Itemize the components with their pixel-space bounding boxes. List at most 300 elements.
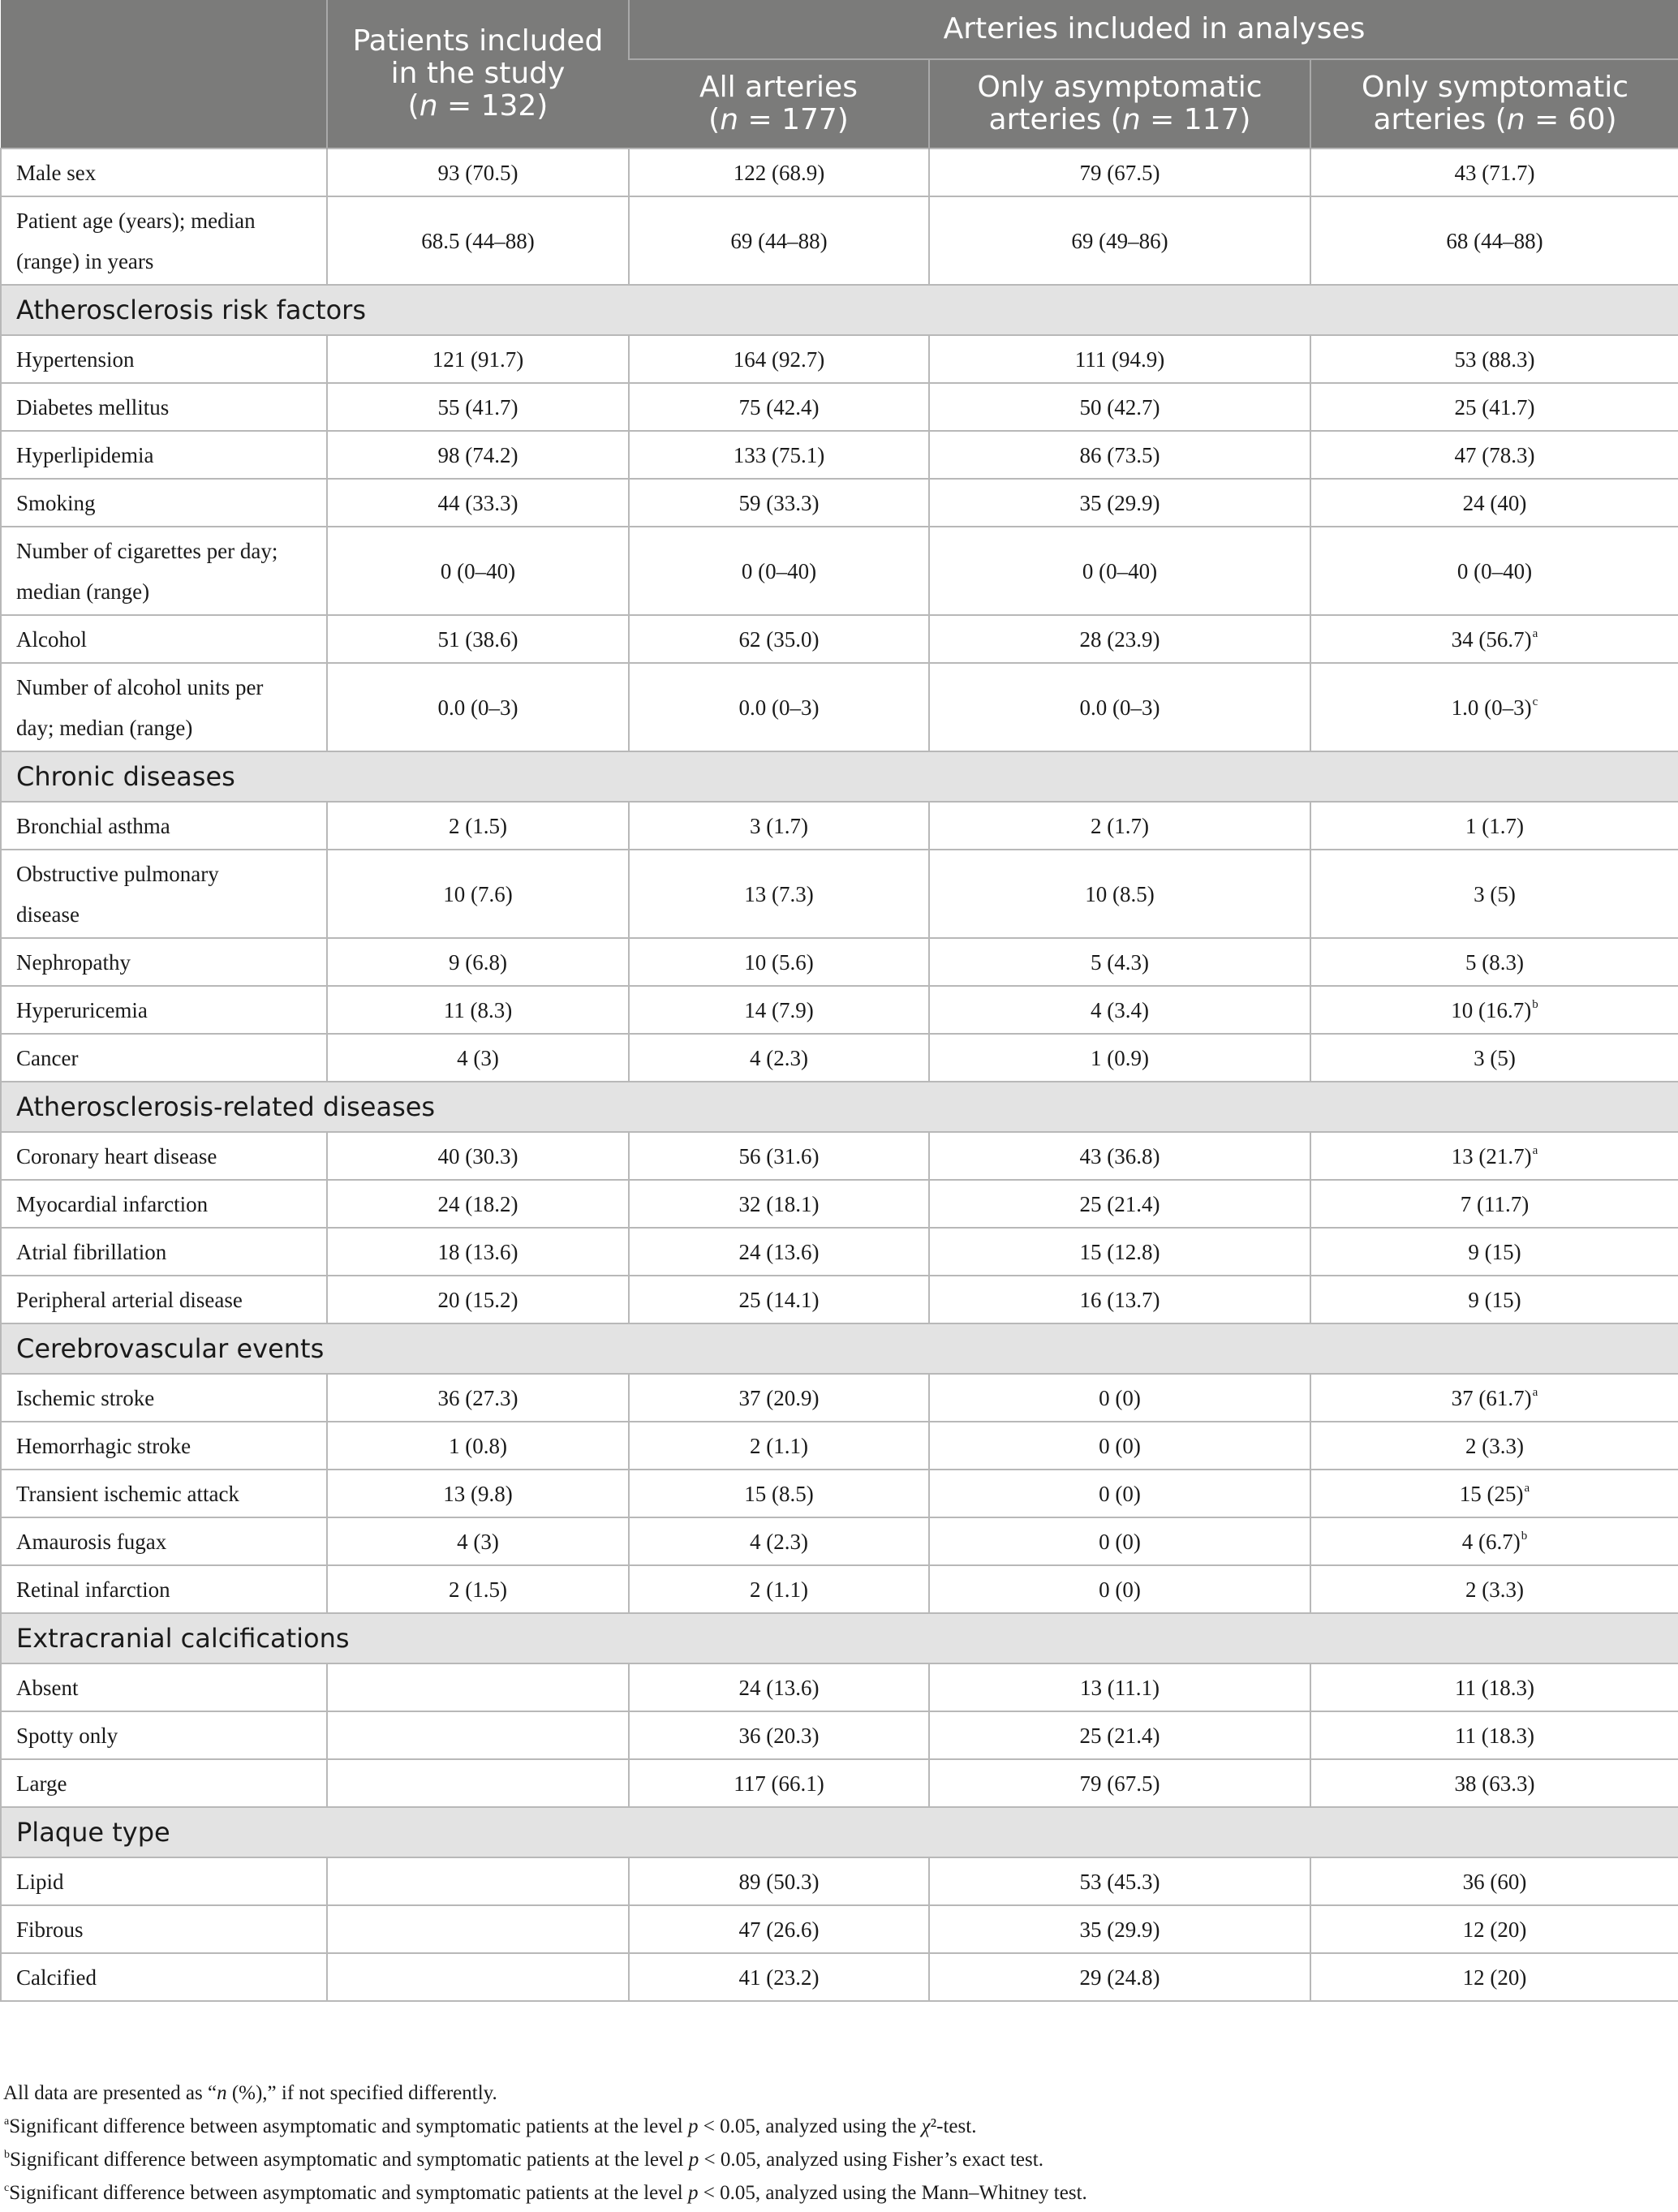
value-cell bbox=[629, 196, 929, 285]
cell-value: 3 (5) bbox=[1474, 881, 1516, 906]
row-label bbox=[1, 1905, 327, 1953]
value-cell bbox=[629, 615, 929, 663]
cell-value: 0.0 (0–3) bbox=[437, 695, 518, 720]
cell-value: 28 (23.9) bbox=[1079, 626, 1160, 652]
row-label bbox=[1, 1034, 327, 1082]
cell-value: 55 (41.7) bbox=[437, 394, 518, 420]
section-header-row bbox=[1, 1323, 1678, 1374]
row-label-line: Transient ischemic attack bbox=[16, 1481, 239, 1506]
value-cell bbox=[629, 1711, 929, 1759]
cell-value: 14 (7.9) bbox=[744, 997, 814, 1022]
table-row bbox=[1, 850, 1678, 938]
row-label bbox=[1, 196, 327, 285]
row-label-line: disease bbox=[16, 902, 80, 927]
cell-value: 0 (0) bbox=[1099, 1385, 1141, 1410]
row-label bbox=[1, 986, 327, 1034]
value-cell bbox=[929, 1422, 1310, 1470]
cell-value: 13 (9.8) bbox=[443, 1481, 513, 1506]
value-cell bbox=[327, 1422, 629, 1470]
value-cell bbox=[929, 1663, 1310, 1711]
cell-value: 34 (56.7) bbox=[1451, 626, 1532, 652]
cell-value: 36 (60) bbox=[1462, 1869, 1527, 1894]
cell-value: 0 (0–40) bbox=[440, 558, 516, 583]
value-cell bbox=[929, 1228, 1310, 1276]
row-label-line: Atrial fibrillation bbox=[16, 1239, 167, 1264]
value-cell bbox=[1310, 1180, 1678, 1228]
row-label bbox=[1, 1374, 327, 1422]
row-label bbox=[1, 148, 327, 196]
value-cell bbox=[327, 1374, 629, 1422]
cell-value: 0 (0–40) bbox=[1082, 558, 1158, 583]
section-header-row bbox=[1, 1082, 1678, 1132]
row-label-line: median (range) bbox=[16, 579, 150, 604]
table-row bbox=[1, 663, 1678, 751]
table-row bbox=[1, 802, 1678, 850]
section-header-row bbox=[1, 1613, 1678, 1663]
row-label bbox=[1, 383, 327, 431]
row-label bbox=[1, 1663, 327, 1711]
cell-value: 12 (20) bbox=[1462, 1917, 1527, 1942]
value-cell bbox=[1310, 1034, 1678, 1082]
value-cell bbox=[327, 938, 629, 986]
row-label-line: Cancer bbox=[16, 1045, 79, 1070]
row-label bbox=[1, 850, 327, 938]
row-label bbox=[1, 1132, 327, 1180]
value-cell bbox=[327, 1905, 629, 1953]
cell-value: 62 (35.0) bbox=[738, 626, 820, 652]
value-cell bbox=[629, 1374, 929, 1422]
footnotes bbox=[3, 2076, 1675, 2210]
header-patients-line3: (n = 132) bbox=[407, 89, 549, 123]
row-label bbox=[1, 1276, 327, 1323]
cell-value: 10 (5.6) bbox=[744, 949, 814, 975]
cell-value: 0.0 (0–3) bbox=[1079, 695, 1160, 720]
cell-value: 50 (42.7) bbox=[1079, 394, 1160, 420]
section-title: Plaque type bbox=[1, 1807, 1678, 1857]
value-cell bbox=[1310, 850, 1678, 938]
value-cell bbox=[1310, 1422, 1678, 1470]
value-cell bbox=[629, 1228, 929, 1276]
cell-value: 3 (1.7) bbox=[750, 813, 808, 838]
value-cell bbox=[929, 1905, 1310, 1953]
row-label-line: Spotty only bbox=[16, 1723, 118, 1748]
row-label bbox=[1, 615, 327, 663]
cell-value: 24 (13.6) bbox=[738, 1239, 820, 1264]
value-cell bbox=[929, 196, 1310, 285]
value-cell bbox=[929, 148, 1310, 196]
table-row bbox=[1, 938, 1678, 986]
cell-value: 4 (3) bbox=[457, 1045, 499, 1070]
value-cell bbox=[327, 1565, 629, 1613]
value-cell bbox=[327, 1132, 629, 1180]
cell-value: 18 (13.6) bbox=[437, 1239, 518, 1264]
value-cell bbox=[929, 431, 1310, 479]
cell-value: 89 (50.3) bbox=[738, 1869, 820, 1894]
header-sym-line1: Only symptomatic bbox=[1361, 71, 1629, 104]
row-label-line: Male sex bbox=[16, 160, 97, 185]
cell-value: 47 (78.3) bbox=[1454, 442, 1535, 467]
cell-value: 86 (73.5) bbox=[1079, 442, 1160, 467]
value-cell bbox=[629, 1180, 929, 1228]
cell-value: 164 (92.7) bbox=[733, 346, 825, 372]
value-cell bbox=[327, 1857, 629, 1905]
value-cell bbox=[327, 1228, 629, 1276]
section-title: Atherosclerosis-related diseases bbox=[1, 1082, 1678, 1132]
table-row bbox=[1, 1857, 1678, 1905]
row-label-line: Retinal infarction bbox=[16, 1577, 170, 1602]
section-title: Atherosclerosis risk factors bbox=[1, 285, 1678, 335]
cell-value: 79 (67.5) bbox=[1079, 1771, 1160, 1796]
value-cell bbox=[1310, 1711, 1678, 1759]
table-row bbox=[1, 615, 1678, 663]
cell-value: 0 (0) bbox=[1099, 1481, 1141, 1506]
cell-value: 3 (5) bbox=[1474, 1045, 1516, 1070]
footnote-marker: c bbox=[1532, 695, 1538, 708]
cell-value: 37 (20.9) bbox=[738, 1385, 820, 1410]
cell-value: 44 (33.3) bbox=[437, 490, 518, 515]
cell-value: 98 (74.2) bbox=[437, 442, 518, 467]
value-cell bbox=[629, 986, 929, 1034]
value-cell bbox=[1310, 802, 1678, 850]
value-cell bbox=[327, 1034, 629, 1082]
row-label bbox=[1, 938, 327, 986]
section-header-row bbox=[1, 751, 1678, 802]
cell-value: 0.0 (0–3) bbox=[738, 695, 820, 720]
cell-value: 2 (1.1) bbox=[750, 1433, 808, 1458]
table-row bbox=[1, 479, 1678, 527]
value-cell bbox=[929, 383, 1310, 431]
value-cell bbox=[629, 1276, 929, 1323]
header-sym-line2: arteries (n = 60) bbox=[1373, 103, 1617, 136]
cell-value: 53 (45.3) bbox=[1079, 1869, 1160, 1894]
cell-value: 9 (6.8) bbox=[449, 949, 507, 975]
value-cell bbox=[327, 850, 629, 938]
table-row bbox=[1, 431, 1678, 479]
row-label-line: Myocardial infarction bbox=[16, 1191, 209, 1216]
row-label-line: Nephropathy bbox=[16, 949, 131, 975]
row-label-line: Alcohol bbox=[16, 626, 87, 652]
value-cell bbox=[929, 1759, 1310, 1807]
cell-value: 11 (18.3) bbox=[1455, 1675, 1534, 1700]
row-label-line: Calcified bbox=[16, 1965, 97, 1990]
table-row bbox=[1, 1663, 1678, 1711]
header-asym-line2: arteries (n = 117) bbox=[988, 103, 1251, 136]
cell-value: 1.0 (0–3) bbox=[1451, 695, 1532, 720]
value-cell bbox=[629, 335, 929, 383]
footnote-a bbox=[3, 2110, 1675, 2143]
value-cell bbox=[1310, 148, 1678, 196]
row-label bbox=[1, 1422, 327, 1470]
header-empty-cell bbox=[1, 0, 327, 148]
value-cell bbox=[929, 1470, 1310, 1517]
cell-value: 1 (0.8) bbox=[449, 1433, 507, 1458]
cell-value: 25 (41.7) bbox=[1454, 394, 1535, 420]
cell-value: 25 (21.4) bbox=[1079, 1723, 1160, 1748]
cell-value: 111 (94.9) bbox=[1074, 346, 1165, 372]
cell-value: 47 (26.6) bbox=[738, 1917, 820, 1942]
row-label-line: (range) in years bbox=[16, 248, 154, 273]
cell-value: 75 (42.4) bbox=[738, 394, 820, 420]
value-cell bbox=[1310, 527, 1678, 615]
footnote-c-mark: c bbox=[4, 2182, 10, 2194]
table-row bbox=[1, 1759, 1678, 1807]
cell-value: 43 (36.8) bbox=[1079, 1143, 1160, 1168]
cell-value: 5 (4.3) bbox=[1091, 949, 1149, 975]
row-label bbox=[1, 1470, 327, 1517]
footnote-marker: a bbox=[1532, 626, 1538, 640]
value-cell bbox=[929, 615, 1310, 663]
value-cell bbox=[629, 431, 929, 479]
row-label-line: Hyperuricemia bbox=[16, 997, 148, 1022]
cell-value: 15 (25) bbox=[1459, 1481, 1524, 1506]
cell-value: 93 (70.5) bbox=[437, 160, 518, 185]
value-cell bbox=[327, 148, 629, 196]
value-cell bbox=[629, 1470, 929, 1517]
value-cell bbox=[1310, 1759, 1678, 1807]
value-cell bbox=[929, 479, 1310, 527]
cell-value: 40 (30.3) bbox=[437, 1143, 518, 1168]
header-patients bbox=[327, 0, 629, 148]
header-symptomatic bbox=[1310, 59, 1678, 148]
cell-value: 68.5 (44–88) bbox=[421, 228, 535, 253]
value-cell bbox=[929, 1374, 1310, 1422]
footnote-marker: b bbox=[1521, 1529, 1528, 1543]
table-row bbox=[1, 383, 1678, 431]
cell-value: 7 (11.7) bbox=[1460, 1191, 1530, 1216]
value-cell bbox=[629, 1759, 929, 1807]
header-all-line2: (n = 177) bbox=[708, 103, 849, 136]
footnote-marker: a bbox=[1532, 1143, 1538, 1157]
row-label bbox=[1, 1565, 327, 1613]
cell-value: 13 (7.3) bbox=[744, 881, 814, 906]
row-label bbox=[1, 663, 327, 751]
table-header bbox=[1, 0, 1678, 148]
row-label-line: Hemorrhagic stroke bbox=[16, 1433, 191, 1458]
cell-value: 2 (3.3) bbox=[1465, 1433, 1524, 1458]
footnote-c-text: Significant difference between asymptomatic and symptomatic patients at the level p < 0.05, analyzed using the Mann–Whitney test. bbox=[9, 2182, 1087, 2204]
row-label-line: Obstructive pulmonary bbox=[16, 861, 219, 886]
cell-value: 24 (13.6) bbox=[738, 1675, 820, 1700]
value-cell bbox=[929, 1711, 1310, 1759]
value-cell bbox=[1310, 431, 1678, 479]
cell-value: 0 (0) bbox=[1099, 1529, 1141, 1554]
row-label-line: Hypertension bbox=[16, 346, 135, 372]
value-cell bbox=[1310, 986, 1678, 1034]
cell-value: 9 (15) bbox=[1468, 1239, 1521, 1264]
footnote-c bbox=[3, 2176, 1675, 2210]
value-cell bbox=[327, 1276, 629, 1323]
value-cell bbox=[1310, 196, 1678, 285]
footnote-a-text: Significant difference between asymptomatic and symptomatic patients at the level p < 0.05, analyzed using the χ²-test. bbox=[9, 2115, 977, 2137]
row-label-line: day; median (range) bbox=[16, 715, 193, 740]
value-cell bbox=[629, 479, 929, 527]
value-cell bbox=[1310, 938, 1678, 986]
row-label bbox=[1, 802, 327, 850]
table-row bbox=[1, 1470, 1678, 1517]
value-cell bbox=[929, 1034, 1310, 1082]
row-label-line: Fibrous bbox=[16, 1917, 84, 1942]
cell-value: 15 (12.8) bbox=[1079, 1239, 1160, 1264]
table-body bbox=[1, 148, 1678, 2001]
value-cell bbox=[629, 1953, 929, 2001]
value-cell bbox=[1310, 1470, 1678, 1517]
row-label bbox=[1, 1953, 327, 2001]
value-cell bbox=[1310, 1857, 1678, 1905]
row-label-line: Lipid bbox=[16, 1869, 64, 1894]
value-cell bbox=[629, 527, 929, 615]
value-cell bbox=[1310, 1276, 1678, 1323]
cell-value: 41 (23.2) bbox=[738, 1965, 820, 1990]
row-label-line: Absent bbox=[16, 1675, 79, 1700]
table-row bbox=[1, 1034, 1678, 1082]
footnote-b bbox=[3, 2143, 1675, 2176]
row-label bbox=[1, 1228, 327, 1276]
table-row bbox=[1, 1905, 1678, 1953]
value-cell bbox=[327, 196, 629, 285]
cell-value: 5 (8.3) bbox=[1465, 949, 1524, 975]
header-patients-line2: in the study bbox=[390, 57, 566, 90]
value-cell bbox=[327, 986, 629, 1034]
cell-value: 12 (20) bbox=[1462, 1965, 1527, 1990]
footnote-general: All data are presented as “n (%),” if not specified differently. bbox=[3, 2082, 497, 2104]
cell-value: 133 (75.1) bbox=[733, 442, 825, 467]
value-cell bbox=[327, 663, 629, 751]
value-cell bbox=[929, 1517, 1310, 1565]
row-label-line: Coronary heart disease bbox=[16, 1143, 217, 1168]
cell-value: 37 (61.7) bbox=[1451, 1385, 1532, 1410]
cell-value: 13 (11.1) bbox=[1080, 1675, 1160, 1700]
cell-value: 25 (14.1) bbox=[738, 1287, 820, 1312]
value-cell bbox=[1310, 335, 1678, 383]
cell-value: 2 (1.5) bbox=[449, 813, 507, 838]
value-cell bbox=[629, 1422, 929, 1470]
cell-value: 69 (44–88) bbox=[730, 228, 828, 253]
header-all-arteries bbox=[629, 59, 929, 148]
row-label bbox=[1, 1711, 327, 1759]
value-cell bbox=[327, 335, 629, 383]
table-row bbox=[1, 1180, 1678, 1228]
cell-value: 1 (0.9) bbox=[1091, 1045, 1149, 1070]
table-row bbox=[1, 335, 1678, 383]
row-label bbox=[1, 335, 327, 383]
value-cell bbox=[327, 802, 629, 850]
cell-value: 9 (15) bbox=[1468, 1287, 1521, 1312]
cell-value: 35 (29.9) bbox=[1079, 1917, 1160, 1942]
header-asymptomatic bbox=[929, 59, 1310, 148]
table-row bbox=[1, 527, 1678, 615]
row-label bbox=[1, 527, 327, 615]
value-cell bbox=[629, 1517, 929, 1565]
footnote-marker: a bbox=[1532, 1385, 1538, 1399]
value-cell bbox=[629, 1565, 929, 1613]
cell-value: 2 (3.3) bbox=[1465, 1577, 1524, 1602]
section-title: Extracranial calcifications bbox=[1, 1613, 1678, 1663]
value-cell bbox=[629, 938, 929, 986]
table-row bbox=[1, 986, 1678, 1034]
header-asym-line1: Only asymptomatic bbox=[977, 71, 1263, 104]
value-cell bbox=[929, 527, 1310, 615]
cell-value: 15 (8.5) bbox=[744, 1481, 814, 1506]
row-label-line: Patient age (years); median bbox=[16, 208, 256, 233]
value-cell bbox=[1310, 1565, 1678, 1613]
cell-value: 0 (0–40) bbox=[741, 558, 817, 583]
cell-value: 4 (3.4) bbox=[1091, 997, 1149, 1022]
row-label-line: Peripheral arterial disease bbox=[16, 1287, 243, 1312]
footnote-marker: a bbox=[1524, 1481, 1530, 1495]
value-cell bbox=[629, 850, 929, 938]
header-arteries-group: Arteries included in analyses bbox=[629, 0, 1678, 59]
cell-value: 53 (88.3) bbox=[1454, 346, 1535, 372]
table-row bbox=[1, 1374, 1678, 1422]
value-cell bbox=[629, 1857, 929, 1905]
table-row bbox=[1, 1276, 1678, 1323]
value-cell bbox=[929, 802, 1310, 850]
row-label bbox=[1, 479, 327, 527]
cell-value: 29 (24.8) bbox=[1079, 1965, 1160, 1990]
value-cell bbox=[929, 986, 1310, 1034]
row-label bbox=[1, 1517, 327, 1565]
cell-value: 4 (2.3) bbox=[750, 1529, 808, 1554]
footnote-a-mark: a bbox=[4, 2115, 10, 2128]
cell-value: 59 (33.3) bbox=[738, 490, 820, 515]
row-label bbox=[1, 431, 327, 479]
table-row bbox=[1, 1517, 1678, 1565]
value-cell bbox=[629, 383, 929, 431]
value-cell bbox=[629, 1132, 929, 1180]
cell-value: 56 (31.6) bbox=[738, 1143, 820, 1168]
row-label-line: Diabetes mellitus bbox=[16, 394, 170, 420]
value-cell bbox=[929, 663, 1310, 751]
cell-value: 10 (7.6) bbox=[443, 881, 513, 906]
value-cell bbox=[327, 479, 629, 527]
value-cell bbox=[629, 148, 929, 196]
cell-value: 11 (18.3) bbox=[1455, 1723, 1534, 1748]
value-cell bbox=[629, 802, 929, 850]
value-cell bbox=[1310, 615, 1678, 663]
cell-value: 36 (27.3) bbox=[437, 1385, 518, 1410]
footnote-b-mark: b bbox=[4, 2149, 10, 2161]
value-cell bbox=[327, 1180, 629, 1228]
cell-value: 4 (2.3) bbox=[750, 1045, 808, 1070]
value-cell bbox=[327, 615, 629, 663]
section-title: Cerebrovascular events bbox=[1, 1323, 1678, 1374]
cell-value: 10 (16.7) bbox=[1451, 997, 1532, 1022]
value-cell bbox=[327, 431, 629, 479]
value-cell bbox=[327, 1711, 629, 1759]
cell-value: 0 (0) bbox=[1099, 1433, 1141, 1458]
cell-value: 43 (71.7) bbox=[1454, 160, 1535, 185]
value-cell bbox=[1310, 1953, 1678, 2001]
cell-value: 51 (38.6) bbox=[437, 626, 518, 652]
cell-value: 35 (29.9) bbox=[1079, 490, 1160, 515]
cell-value: 117 (66.1) bbox=[734, 1771, 824, 1796]
cell-value: 25 (21.4) bbox=[1079, 1191, 1160, 1216]
value-cell bbox=[629, 1663, 929, 1711]
table-row bbox=[1, 1953, 1678, 2001]
footnote-b-text: Significant difference between asymptomatic and symptomatic patients at the level p < 0.05, analyzed using Fisher’s exact test. bbox=[10, 2149, 1043, 2171]
value-cell bbox=[327, 1470, 629, 1517]
cell-value: 68 (44–88) bbox=[1446, 228, 1543, 253]
value-cell bbox=[327, 1663, 629, 1711]
cell-value: 4 (3) bbox=[457, 1529, 499, 1554]
cell-value: 122 (68.9) bbox=[733, 160, 825, 185]
section-header-row bbox=[1, 1807, 1678, 1857]
cell-value: 11 (8.3) bbox=[443, 997, 513, 1022]
cell-value: 38 (63.3) bbox=[1454, 1771, 1535, 1796]
cell-value: 13 (21.7) bbox=[1451, 1143, 1532, 1168]
row-label bbox=[1, 1180, 327, 1228]
cell-value: 121 (91.7) bbox=[432, 346, 524, 372]
